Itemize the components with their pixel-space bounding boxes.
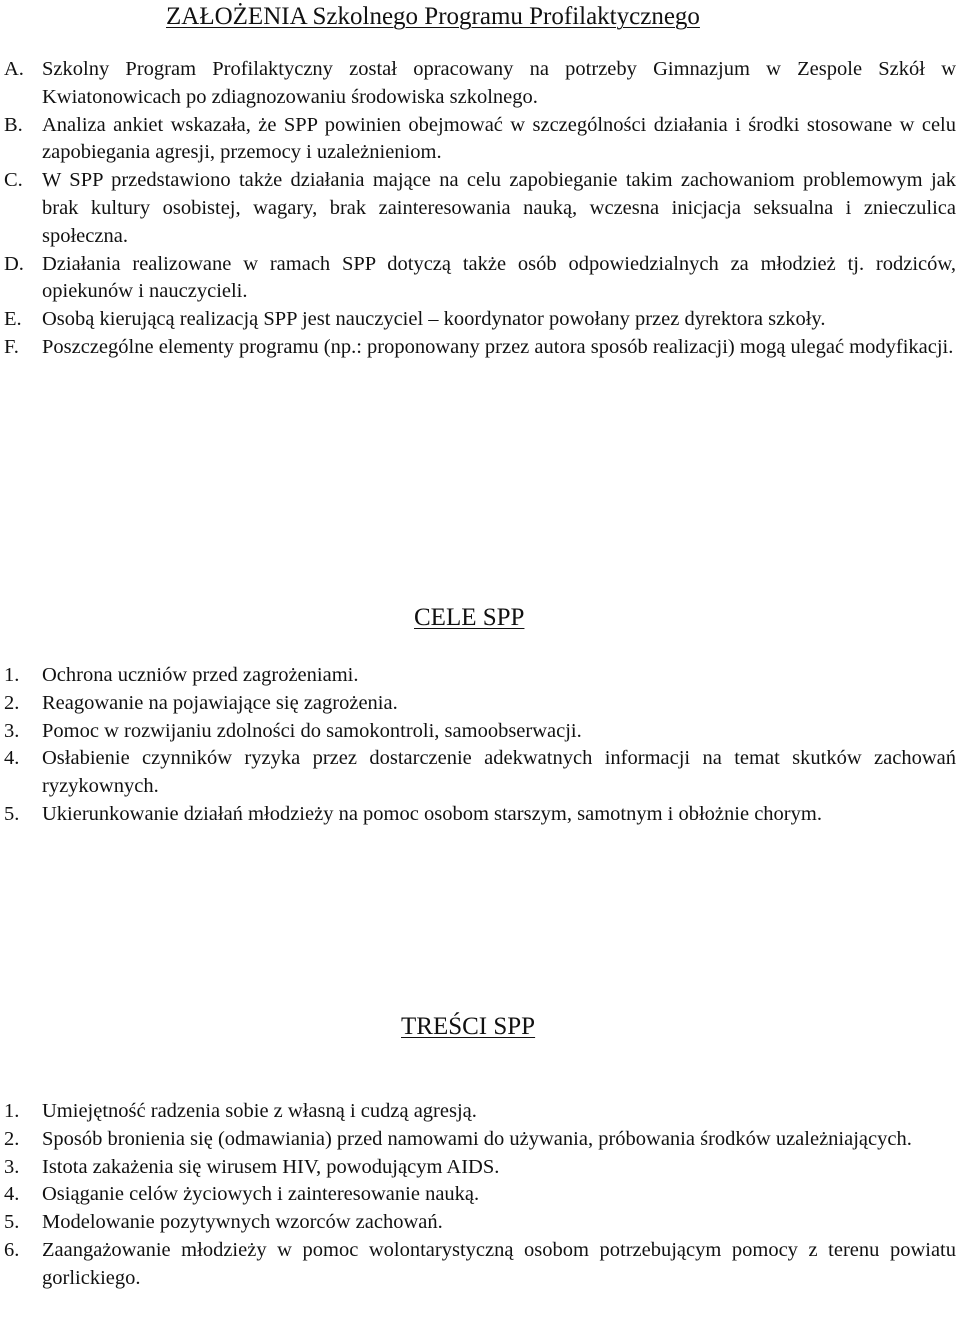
cele-list (4, 662, 956, 829)
list-marker: 3. (4, 719, 20, 742)
list-item-text: Sposób bronienia się (odmawiania) przed namowami do używania, próbowania środków uzależniających. (42, 1127, 912, 1150)
tresci-item-3 (4, 1154, 956, 1182)
list-item-text: Pomoc w rozwijaniu zdolności do samokontroli, samoobserwacji. (42, 719, 582, 742)
cele-item-4 (4, 745, 956, 801)
list-item-text: Umiejętność radzenia sobie z własną i cudzą agresją. (42, 1100, 477, 1122)
list-marker: 1. (4, 1100, 20, 1122)
list-item-text: Działania realizowane w ramach SPP dotyczą także osób odpowiedzialnych za młodzież tj. rodziców, opiekunów i nauczycieli. (42, 252, 956, 303)
list-item-text: Analiza ankiet wskazała, że SPP powinien obejmować w szczególności działania i środki stosowane w celu zapobiegania agresji, przemocy i uzależnieniom. (42, 113, 956, 164)
list-item-text: Reagowanie na pojawiające się zagrożenia. (42, 691, 398, 714)
list-item-text: Modelowanie pozytywnych wzorców zachowań. (42, 1211, 443, 1234)
intro-item-a (4, 56, 956, 112)
cele-item-1 (4, 662, 956, 690)
intro-item-d (4, 251, 956, 307)
tresci-item-6 (4, 1237, 956, 1293)
tresci-list (4, 1098, 956, 1293)
list-item-text: Osobą kierującą realizacją SPP jest nauczyciel – koordynator powołany przez dyrektora szkoły. (42, 308, 826, 331)
intro-item-e (4, 306, 956, 334)
list-marker: B. (4, 113, 23, 136)
list-marker: E. (4, 308, 22, 331)
section-heading-cele: CELE SPP (414, 604, 525, 631)
section-heading-tresci: TREŚCI SPP (401, 1013, 536, 1040)
list-marker: 2. (4, 1127, 20, 1150)
list-item-text: Ochrona uczniów przed zagrożeniami. (42, 664, 359, 686)
list-marker: 4. (4, 1183, 20, 1206)
list-marker: F. (4, 335, 19, 358)
list-marker: A. (4, 58, 24, 80)
intro-list (4, 56, 956, 362)
list-marker: 3. (4, 1155, 20, 1178)
list-marker: 2. (4, 691, 20, 714)
intro-item-c (4, 167, 956, 250)
list-item-text: Szkolny Program Profilaktyczny został opracowany na potrzeby Gimnazjum w Zespole Szkół w Kwiatonowicach po zdiagnozowaniu środowiska szkolnego. (42, 58, 956, 108)
list-item-text: Zaangażowanie młodzieży w pomoc wolontarystyczną osobom potrzebującym pomocy z terenu powiatu gorlickiego. (42, 1238, 956, 1289)
list-item-text: W SPP przedstawiono także działania mające na celu zapobieganie takim zachowaniom problemowym jak brak kultury osobistej, wagary, brak zainteresowania nauką, wczesna inicjacja seksualna i znieczulica społeczna. (42, 169, 956, 247)
list-marker: 5. (4, 1211, 20, 1234)
tresci-item-5 (4, 1209, 956, 1237)
cele-item-2 (4, 690, 956, 718)
list-marker: C. (4, 169, 23, 192)
list-marker: 6. (4, 1238, 20, 1261)
list-marker: 1. (4, 664, 20, 686)
cele-item-3 (4, 718, 956, 746)
list-item-text: Poszczególne elementy programu (np.: proponowany przez autora sposób realizacji) mogą ulegać modyfikacji. (42, 335, 954, 358)
list-marker: 4. (4, 747, 20, 770)
list-item-text: Osłabienie czynników ryzyka przez dostarczenie adekwatnych informacji na temat skutków zachowań ryzykownych. (42, 747, 956, 798)
list-item-text: Ukierunkowanie działań młodzieży na pomoc osobom starszym, samotnym i obłożnie chorym. (42, 802, 822, 825)
intro-item-f (4, 334, 956, 362)
list-item-text: Osiąganie celów życiowych i zainteresowanie nauką. (42, 1183, 480, 1206)
list-marker: D. (4, 252, 24, 275)
tresci-item-1 (4, 1098, 956, 1126)
intro-item-b (4, 112, 956, 168)
cele-item-5 (4, 801, 956, 829)
list-marker: 5. (4, 802, 20, 825)
document-title: ZAŁOŻENIA Szkolnego Programu Profilaktycznego (166, 3, 700, 30)
tresci-item-4 (4, 1181, 956, 1209)
list-item-text: Istota zakażenia się wirusem HIV, powodującym AIDS. (42, 1155, 500, 1178)
tresci-item-2 (4, 1126, 956, 1154)
